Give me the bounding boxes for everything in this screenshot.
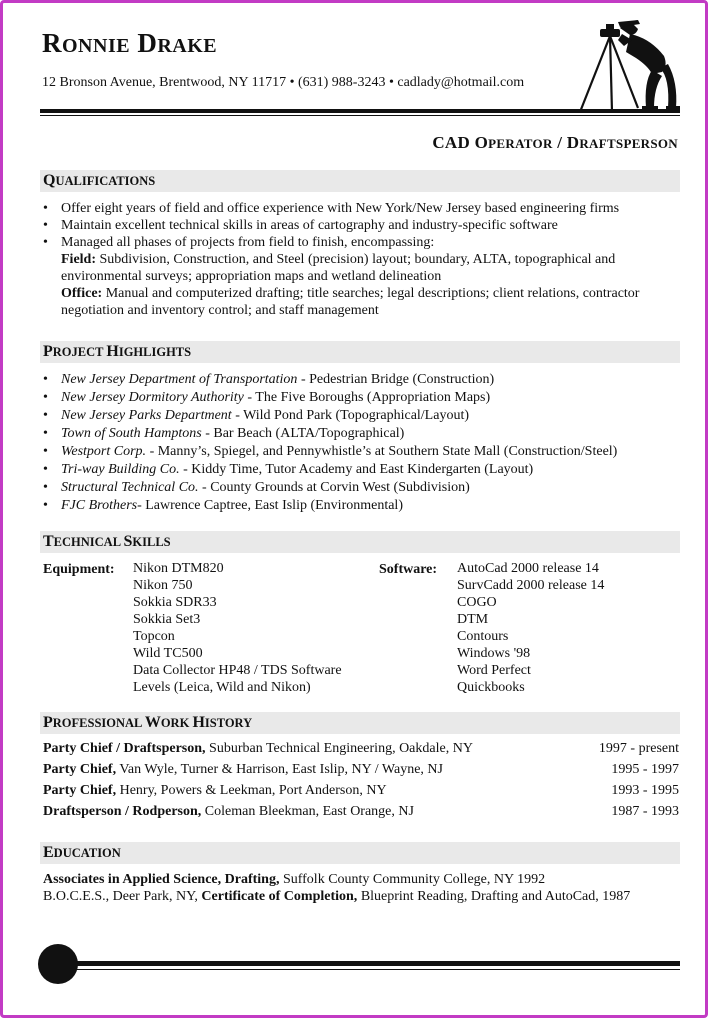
equipment-item: Sokkia SDR33 bbox=[133, 595, 217, 610]
header-rule-thin bbox=[40, 115, 680, 116]
project-item: • Town of South Hamptons - Bar Beach (ALTA/Topographical) bbox=[40, 425, 680, 443]
work-dates: 1997 - present bbox=[598, 741, 679, 756]
education-line-2: B.O.C.E.S., Deer Park, NY, Certificate of Completion, Blueprint Reading, Drafting and AutoCad, 1987 bbox=[43, 889, 631, 904]
project-item: • Westport Corp. - Manny’s, Spiegel, and Pennywhistle’s at Southern State Mall (Construction/Steel) bbox=[40, 443, 680, 461]
equipment-item: Levels (Leica, Wild and Nikon) bbox=[133, 680, 311, 695]
software-item: SurvCadd 2000 release 14 bbox=[457, 578, 605, 593]
work-dates: 1995 - 1997 bbox=[611, 762, 679, 777]
job-title: CAD OPERATOR / DRAFTSPERSON bbox=[432, 133, 678, 152]
work-row: Party Chief, Van Wyle, Turner & Harrison, East Islip, NY / Wayne, NJ 1995 - 1997 bbox=[43, 762, 679, 777]
qualification-item bbox=[40, 234, 680, 319]
equipment-item: Topcon bbox=[133, 629, 175, 644]
work-row: Party Chief, Henry, Powers & Leekman, Port Anderson, NY 1993 - 1995 bbox=[43, 783, 679, 798]
equipment-list bbox=[133, 560, 342, 696]
education-heading: EDUCATION bbox=[40, 842, 680, 864]
software-item: COGO bbox=[457, 595, 497, 610]
field-label: Field: bbox=[61, 252, 96, 267]
office-line-cont: negotiation and inventory control; and staff management bbox=[61, 303, 379, 318]
project-highlights-heading: PROJECT HIGHLIGHTS bbox=[40, 341, 680, 363]
equipment-item: Data Collector HP48 / TDS Software bbox=[133, 663, 342, 678]
software-list bbox=[457, 560, 604, 696]
software-item: Contours bbox=[457, 629, 509, 644]
equipment-label: Equipment: bbox=[43, 562, 115, 577]
equipment-item: Nikon DTM820 bbox=[133, 561, 224, 576]
contact-line: 12 Bronson Avenue, Brentwood, NY 11717 • (631) 988-3243 • cadlady@hotmail.com bbox=[42, 75, 525, 90]
candidate-name: RONNIE DRAKE bbox=[42, 28, 218, 58]
office-label: Office: bbox=[61, 286, 103, 301]
software-item: Word Perfect bbox=[457, 663, 531, 678]
qualification-item: • Offer eight years of field and office experience with New York/New Jersey based engineering firms bbox=[40, 200, 680, 217]
software-item: Windows '98 bbox=[457, 646, 531, 661]
project-item: • New Jersey Parks Department - Wild Pond Park (Topographical/Layout) bbox=[40, 407, 680, 425]
equipment-item: Nikon 750 bbox=[133, 578, 193, 593]
field-text: Subdivision, Construction, and Steel (precision) layout; boundary, ALTA, topographical and bbox=[96, 252, 616, 267]
surveyor-illustration bbox=[574, 16, 684, 114]
education-line-1: Associates in Applied Science, Drafting, Suffolk County Community College, NY 1992 bbox=[43, 872, 546, 887]
qualifications-section bbox=[40, 200, 680, 319]
field-line bbox=[61, 251, 680, 268]
software-item: Quickbooks bbox=[457, 680, 525, 695]
software-item: DTM bbox=[457, 612, 489, 627]
equipment-item: Sokkia Set3 bbox=[133, 612, 201, 627]
footer-circle bbox=[38, 944, 78, 984]
office-text: Manual and computerized drafting; title searches; legal descriptions; client relations, contractor bbox=[102, 286, 640, 301]
project-item: • FJC Brothers- Lawrence Captree, East Islip (Environmental) bbox=[40, 497, 680, 515]
office-line bbox=[61, 285, 680, 302]
field-line-cont: environmental surveys; appropriation maps and wetland delineation bbox=[61, 269, 442, 284]
technical-skills-heading: TECHNICAL SKILLS bbox=[40, 531, 680, 553]
equipment-item: Wild TC500 bbox=[133, 646, 203, 661]
work-row: Draftsperson / Rodperson, Coleman Bleekman, East Orange, NJ 1987 - 1993 bbox=[43, 804, 679, 819]
project-highlights-section bbox=[40, 371, 680, 515]
work-dates: 1987 - 1993 bbox=[611, 804, 679, 819]
qualification-summary: • Managed all phases of projects from field to finish, encompassing: bbox=[61, 235, 435, 250]
work-history-heading: PROFESSIONAL WORK HISTORY bbox=[40, 712, 680, 734]
qualification-item: • Maintain excellent technical skills in areas of cartography and industry-specific software bbox=[40, 217, 680, 234]
work-row: Party Chief / Draftsperson, Suburban Technical Engineering, Oakdale, NY 1997 - present bbox=[43, 741, 679, 756]
footer-rule-thin bbox=[60, 969, 680, 970]
qualifications-heading: QUALIFICATIONS bbox=[40, 170, 680, 192]
footer-rule-thick bbox=[60, 961, 680, 966]
project-item: • New Jersey Department of Transportation - Pedestrian Bridge (Construction) bbox=[40, 371, 680, 389]
software-item: AutoCad 2000 release 14 bbox=[457, 561, 599, 576]
header-rule-thick bbox=[40, 109, 680, 113]
work-dates: 1993 - 1995 bbox=[611, 783, 679, 798]
project-item: • Tri-way Building Co. - Kiddy Time, Tutor Academy and East Kindergarten (Layout) bbox=[40, 461, 680, 479]
software-label: Software: bbox=[379, 562, 438, 577]
project-item: • Structural Technical Co. - County Grounds at Corvin West (Subdivision) bbox=[40, 479, 680, 497]
project-item: • New Jersey Dormitory Authority - The Five Boroughs (Appropriation Maps) bbox=[40, 389, 680, 407]
